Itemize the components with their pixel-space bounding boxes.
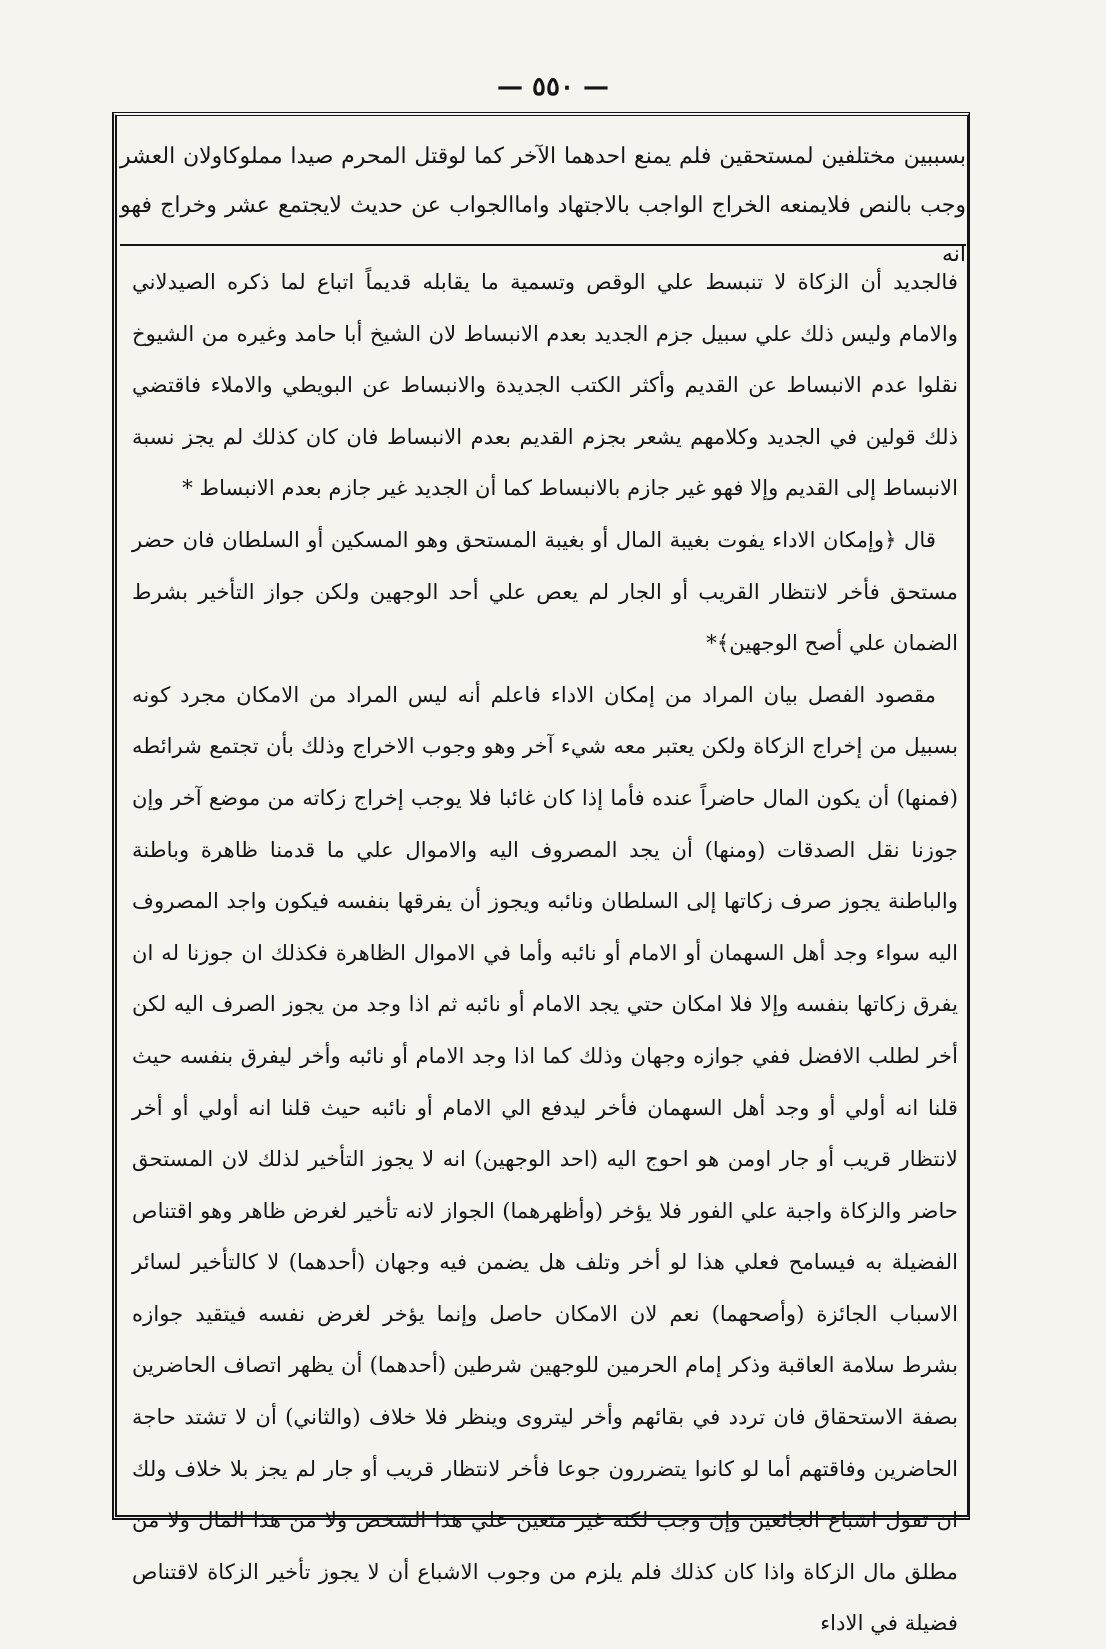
header-separator	[120, 244, 966, 246]
page-number: — ٥٥٠ —	[496, 72, 610, 102]
header-block	[120, 132, 966, 267]
body-paragraph: مقصود الفصل بيان المراد من إمكان الاداء فاعلم أنه ليس المراد من الامكان مجرد كونه بسبيل من إخراج الزكاة ولكن يعتبر معه شيء آخر وهو وجوب الاخراج وذلك بأن تجتمع شرائطه (فمنها) أن يكون المال حاضراً عنده فأما إذا كان غائبا فلا يوجب إخراج زكاته من موضع آخر وإن جوزنا نقل الصدقات (ومنها) أن يجد المصروف اليه والاموال علي ما قدمنا ظاهرة وباطنة والباطنة يجوز صرف زكاتها إلى السلطان ونائبه ويجوز أن يفرقها بنفسه فيكون واجد المصروف اليه سواء وجد أهل السهمان أو الامام أو نائبه وأما في الاموال الظاهرة فكذلك ان جوزنا له ان يفرق زكاتها بنفسه وإلا فلا امكان حتي يجد الامام أو نائبه ثم اذا وجد من يجوز الصرف اليه لكن أخر لطلب الافضل ففي جوازه وجهان وذلك كما اذا وجد الامام أو نائبه وأخر ليفرق بنفسه حيث قلنا انه أولي أو وجد أهل السهمان فأخر ليدفع الي الامام أو نائبه حيث قلنا انه أولي أو أخر لانتظار قريب أو جار اومن هو احوج اليه (احد الوجهين) انه لا يجوز التأخير لذلك لان المستحق حاضر والزكاة واجبة علي الفور فلا يؤخر (وأظهرهما) الجواز لانه تأخير لغرض ظاهر وهو اقتناص الفضيلة به فيسامح فعلي هذا لو أخر وتلف هل يضمن فيه وجهان (أحدهما) لا كالتأخير لسائر الاسباب الجائزة (وأصحهما) نعم لان الامكان حاصل وإنما يؤخر لغرض نفسه فيتقيد جوازه بشرط سلامة العاقبة وذكر إمام الحرمين للوجهين شرطين (أحدهما) أن يظهر اتصاف الحاضرين بصفة الاستحقاق فان تردد في بقائهم وأخر ليتروى وينظر فلا خلاف (والثاني) أن لا تشتد حاجة الحاضرين وفاقتهم أما لو كانوا يتضررون جوعا فأخر لانتظار قريب أو جار لم يجز بلا خلاف ولك ان تقول اشباع الجائعين وإن وجب لكنه غير متعين علي هذا الشخص ولا من هذا المال ولا من مطلق مال الزكاة واذا كان كذلك فلم يلزم من وجوب الاشباع أن لا يجوز تأخير الزكاة لاقتناص فضيلة في الاداء	[132, 681, 958, 1636]
body-text	[132, 256, 958, 1636]
body-paragraph: فالجديد أن الزكاة لا تنبسط علي الوقص وتسمية ما يقابله قديماً اتباع لما ذكره الصيدلاني والامام وليس ذلك علي سبيل جزم الجديد بعدم الانبساط لان الشيخ أبا حامد وغيره من الشيوخ نقلوا عدم الانبساط عن القديم وأكثر الكتب الجديدة والانبساط عن البويطي والاملاء فاقتضي ذلك قولين في الجديد وكلامهم يشعر بجزم القديم بعدم الانبساط فان كان كذلك لم يجز نسبة الانبساط إلى القديم وإلا فهو غير جازم بالانبساط كما أن الجديد غير جازم بعدم الانبساط *	[132, 269, 958, 501]
header-paragraph: بسببين مختلفين لمستحقين فلم يمنع احدهما الآخر كما لوقتل المحرم صيدا مملوكاولان العشر وجب بالنص فلايمنعه الخراج الواجب بالاجتهاد واماالجواب عن حديث لايجتمع عشر وخراج فهو انه	[120, 144, 966, 267]
body-paragraph: قال ﴿وإمكان الاداء يفوت بغيبة المال أو بغيبة المستحق وهو المسكين أو السلطان فان حضر مستحق فأخر لانتظار القريب أو الجار لم يعص علي أحد الوجهين ولكن جواز التأخير بشرط الضمان علي أصح الوجهين﴾*	[132, 526, 958, 656]
